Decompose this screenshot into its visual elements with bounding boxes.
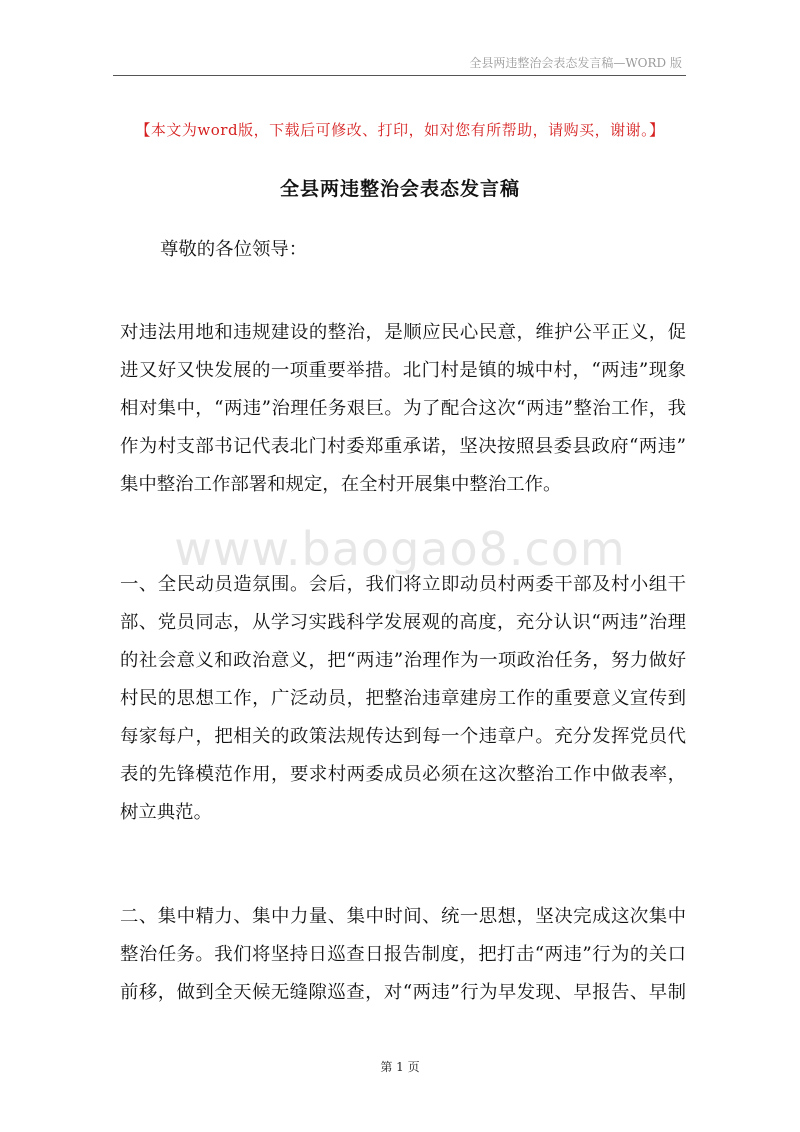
watermark: www.baogao8.com	[174, 522, 626, 576]
text-line: 部、党员同志，从学习实践科学发展观的高度，充分认识“两违”治理	[120, 612, 686, 633]
text-line: 村民的思想工作，广泛动员，把整治违章建房工作的重要意义宣传到	[120, 688, 686, 709]
text-line: 前移，做到全天候无缝隙巡查，对“两违”行为早发现、早报告、早制	[120, 982, 686, 1003]
text-line: 集中整治工作部署和规定，在全村开展集中整治工作。	[120, 474, 562, 495]
text-line: 相对集中，“两违”治理任务艰巨。为了配合这次“两违”整治工作，我	[120, 398, 686, 419]
paragraph-3	[120, 898, 686, 1012]
text-line: 表的先锋模范作用，要求村两委成员必须在这次整治工作中做表率，	[120, 764, 686, 785]
salutation: 尊敬的各位领导：	[160, 239, 308, 260]
purchase-notice: 【本文为word版，下载后可修改、打印，如对您有所帮助，请购买，谢谢。】	[135, 121, 665, 139]
text-line: 一、全民动员造氛围。会后，我们将立即动员村两委干部及村小组干	[120, 574, 686, 595]
text-line: 作为村支部书记代表北门村委郑重承诺，坚决按照县委县政府“两违”	[120, 436, 686, 457]
text-line: 二、集中精力、集中力量、集中时间、统一思想，坚决完成这次集中	[120, 906, 686, 927]
page-number: 第 1 页	[380, 1060, 420, 1074]
header-divider	[113, 75, 686, 76]
paragraph-1	[120, 314, 686, 504]
running-title: 全县两违整治会表态发言稿—WORD 版	[469, 56, 682, 70]
text-line: 的社会意义和政治意义，把“两违”治理作为一项政治任务，努力做好	[120, 650, 686, 671]
text-line: 对违法用地和违规建设的整治，是顺应民心民意，维护公平正义，促	[120, 322, 686, 343]
paragraph-2	[120, 566, 686, 832]
text-line: 整治任务。我们将坚持日巡查日报告制度，把打击“两违”行为的关口	[120, 944, 686, 965]
text-line: 树立典范。	[120, 802, 212, 823]
text-line: 每家每户，把相关的政策法规传达到每一个违章户。充分发挥党员代	[120, 726, 686, 747]
document-title: 全县两违整治会表态发言稿	[279, 178, 520, 200]
text-line: 进又好又快发展的一项重要举措。北门村是镇的城中村，“两违”现象	[120, 360, 686, 381]
